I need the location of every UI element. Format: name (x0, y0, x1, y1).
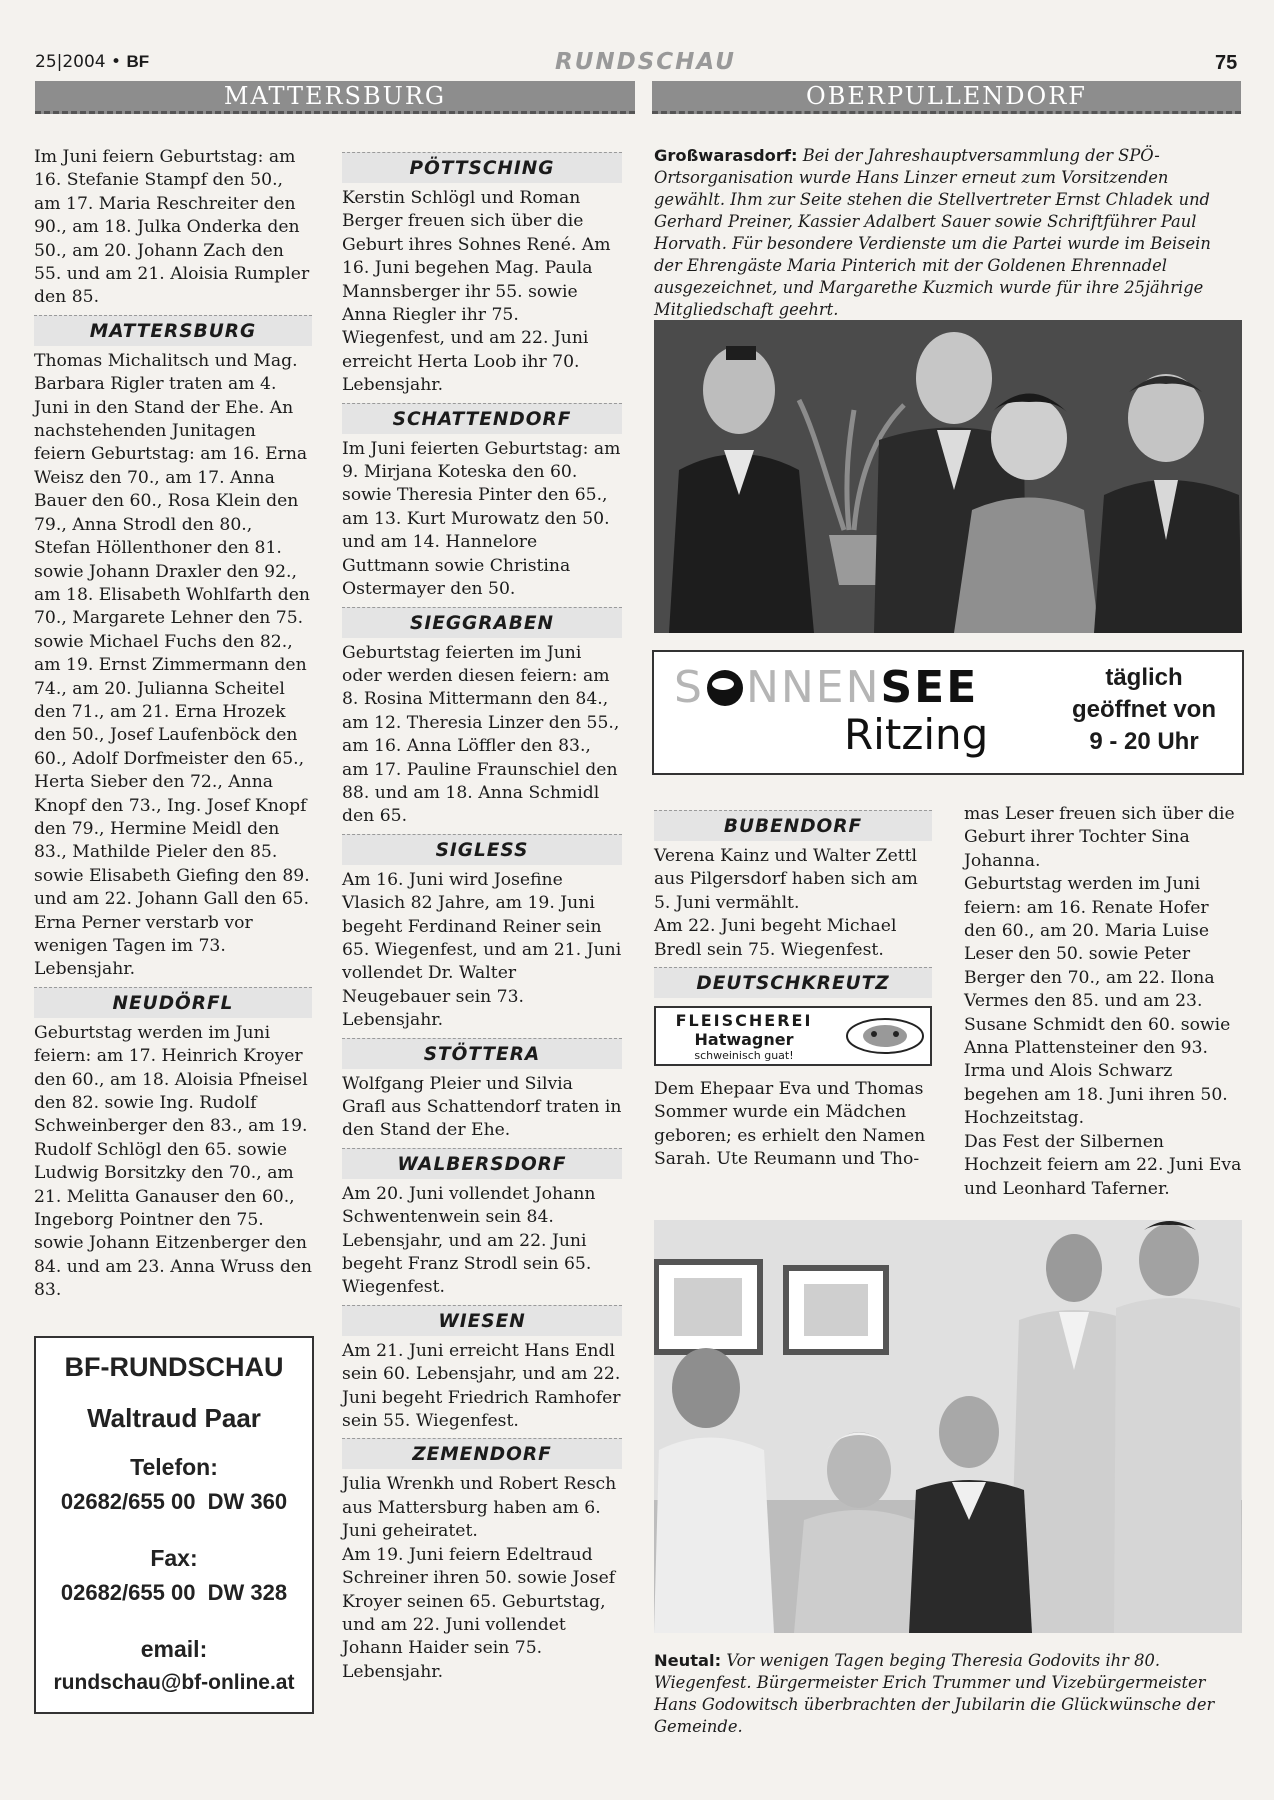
opening-hours: täglich geöffnet von 9 - 20 Uhr (1072, 664, 1216, 755)
issue-label: 25|2004 • BF (35, 52, 150, 72)
phone-number: 02682/655 00 DW 360 (60, 1489, 288, 1514)
article-text: Geburtstag feierten im Juni oder werden diesen feiern: am 8. Rosina Mittermann den 84., am 12. Theresia Linzer den 55., am 16. Anna Löffler den 83., am 17. Pauline Fraunschiel den 88. und am 18. Anna Schmidl den 65. (342, 642, 620, 827)
article-text: Kerstin Schlögl und Roman Berger freuen sich über die Geburt ihres Sohnes René. Am 16. Juni begehen Mag. Paula Mannsberger ihr 55. sowie Anna Riegler ihr 75. Wiegenfest, und am 22. Juni erreicht Herta Loob ihr 70. Lebensjahr. (342, 188, 611, 396)
column-4 (964, 803, 1242, 1201)
article-text: Das Fest der Silbernen Hochzeit feiern am 22. Juni Eva und Leonhard Taferner. (964, 1131, 1242, 1199)
article-text: Verena Kainz und Walter Zettl aus Pilgersdorf haben sich am 5. Juni vermählt. (654, 846, 918, 913)
article-text: Im Juni feiern Geburtstag: am 16. Stefanie Stampf den 50., am 17. Maria Reschreiter den 90., am 18. Julka Onderka den 50., am 20. Johann Zach den 55. und am 21. Aloisia Rumpler den 85. (34, 147, 310, 308)
article-text: Julia Wrenkh und Robert Resch aus Mattersburg haben am 6. Juni geheiratet. (342, 1474, 617, 1542)
location-heading: DEUTSCHKREUTZ (654, 967, 932, 998)
brand-label: BF (126, 52, 150, 71)
top-story-caption (654, 145, 1240, 321)
location-heading: ZEMENDORF (342, 1438, 622, 1469)
column-3 (654, 803, 932, 1172)
article-text: Am 22. Juni begeht Michael Bredl sein 75. Wiegenfest. (654, 916, 897, 960)
location-heading: SIEGGRABEN (342, 607, 622, 638)
location-heading: SCHATTENDORF (342, 403, 622, 434)
bottom-caption (654, 1650, 1240, 1738)
fax-number: 02682/655 00 DW 328 (60, 1580, 288, 1605)
caption-text: Bei der Jahreshauptversammlung der SPÖ-Ortsorganisation wurde Hans Linzer erneut zum Vorsitzenden gewählt. Ihm zur Seite stehen die Stellvertreter Ernst Chladek und Gerhard Preiner, Kassier Adalbert Sauer sowie Schriftführer Paul Horvath. Für besondere Verdienste um die Partei wurde im Beisein der Ehrengäste Maria Pinterich mit der Goldenen Ehrennadel ausgezeichnet, und Margarethe Kuzmich wurde für ihre 25jährige Mitgliedschaft geehrt. (654, 146, 1211, 319)
article-text: Dem Ehepaar Eva und Thomas Sommer wurde ein Mädchen geboren; es erhielt den Namen Sarah. Ute Reumann und Tho- (654, 1079, 926, 1170)
location-heading: BUBENDORF (654, 810, 932, 841)
email-address: rundschau@bf-online.at (53, 1671, 295, 1694)
email-label: email: (140, 1636, 208, 1662)
article-text: Thomas Michalitsch und Mag. Barbara Rigler traten am 4. Juni in den Stand der Ehe. An nachstehenden Junitagen feiern Geburtstag: am 16. Erna Weisz den 70., am 17. Anna Bauer den 60., Rosa Klein den 79., Anna Strodl den 80., Stefan Höllenthoner den 81. sowie Johann Draxler den 92., am 18. Elisabeth Wohlfarth den 70., Margarete Lehner den 75. sowie Michael Fuchs den 82., am 19. Ernst Zimmermann den 74., am 20. Julianna Scheitel den 71., am 21. Erna Hrozek den 50., Josef Laufenböck den 60., Adolf Dorfmeister den 65., Herta Sieber den 72., Anna Knopf den 73., Ing. Josef Knopf den 79., Hermine Meidl den 83., Mathilde Pieler den 85. sowie Elisabeth Giefing den 89. und am 22. Johann Gall den 65. (34, 350, 310, 910)
phone-label: Telefon: (130, 1454, 218, 1480)
group-photo (654, 320, 1242, 633)
sonnensee-ad (652, 650, 1244, 775)
location-heading: WIESEN (342, 1305, 622, 1336)
article-text: Am 21. Juni erreicht Hans Endl sein 60. Lebensjahr, und am 22. Juni begeht Friedrich Ramhofer sein 55. Wiegenfest. (342, 1340, 621, 1432)
sun-icon (707, 670, 743, 706)
caption-text: Vor wenigen Tagen beging Theresia Godovits ihr 80. Wiegenfest. Bürgermeister Erich Trummer und Vizebürgermeister Hans Godowitsch überbrachten der Jubilarin die Glückwünsche der Gemeinde. (654, 1651, 1215, 1736)
article-text: mas Leser freuen sich über die Geburt ihrer Tochter Sina Johanna. (964, 804, 1235, 871)
caption-place: Neutal: (654, 1651, 722, 1670)
fleischerei-name: Hatwagner (694, 1030, 794, 1050)
article-text: Geburtstag werden im Juni feiern: am 17. Heinrich Kroyer den 60., am 18. Aloisia Pfneisel den 82. sowie Ing. Rudolf Schweinberger den 83., am 19. Rudolf Schlögl den 65. sowie Ludwig Borsitzky den 70., am 21. Melitta Ganauser den 60., Ingeborg Pointner den 75. sowie Johann Eitzenberger den 84. und am 23. Anna Wruss den 83. (34, 1022, 312, 1301)
contact-box (34, 1336, 314, 1714)
contact-name: Waltraud Paar (87, 1403, 261, 1433)
caption-place: Großwarasdorf: (654, 146, 798, 165)
location-heading: MATTERSBURG (34, 315, 312, 346)
fleischerei-ad (654, 1006, 932, 1066)
location-heading: WALBERSDORF (342, 1148, 622, 1179)
section-title: RUNDSCHAU (555, 49, 736, 75)
fax-label: Fax: (150, 1545, 198, 1571)
location-heading: STÖTTERA (342, 1038, 622, 1069)
location-heading: SIGLESS (342, 834, 622, 865)
article-text: Am 16. Juni wird Josefine Vlasich 82 Jahre, am 19. Juni begeht Ferdinand Reiner sein 65. Wiegenfest, und am 21. Juni vollendet Dr. Walter Neugebauer sein 73. Lebensjahr. (342, 869, 622, 1031)
column-1 (34, 146, 312, 1303)
article-text: Wolfgang Pleier und Silvia Grafl aus Schattendorf traten in den Stand der Ehe. (342, 1073, 622, 1141)
contact-title: BF-RUNDSCHAU (64, 1352, 284, 1382)
page-number: 75 (1215, 52, 1238, 74)
location-heading: PÖTTSCHING (342, 152, 622, 183)
region-bar-mattersburg: MATTERSBURG (35, 81, 635, 114)
jubilee-photo (654, 1220, 1242, 1633)
column-2 (342, 148, 622, 1684)
photo-illustration (654, 320, 1242, 633)
article-text: Erna Perner verstarb vor wenigen Tagen im 73. Lebensjahr. (34, 912, 253, 980)
sonnensee-town: Ritzing (844, 710, 989, 759)
pig-logo-icon (844, 1014, 926, 1056)
fleischerei-title: FLEISCHEREI (675, 1011, 813, 1031)
article-text: Am 20. Juni vollendet Johann Schwentenwein sein 84. Lebensjahr, und am 22. Juni begeht Franz Strodl sein 65. Wiegenfest. (342, 1183, 596, 1298)
photo-illustration (654, 1220, 1242, 1633)
fleischerei-slogan: schweinisch guat! (694, 1049, 794, 1063)
article-text: Am 19. Juni feiern Edeltraud Schreiner ihren 50. sowie Josef Kroyer seinen 65. Geburtstag, und am 22. Juni vollendet Johann Haider sein 75. Lebensjahr. (342, 1544, 616, 1682)
article-text: Im Juni feierten Geburtstag: am 9. Mirjana Koteska den 60. sowie Theresia Pinter den 65., am 13. Kurt Murowatz den 50. und am 14. Hannelore Guttmann sowie Christina Ostermayer den 50. (342, 438, 621, 600)
location-heading: NEUDÖRFL (34, 987, 312, 1018)
sonnensee-logo: S NNENSEE (674, 662, 979, 713)
region-bar-oberpullendorf: OBERPULLENDORF (652, 81, 1241, 114)
article-text: Geburtstag werden im Juni feiern: am 16. Renate Hofer den 60., am 20. Maria Luise Leser den 50. sowie Peter Berger den 70., am 22. Ilona Vermes den 85. und am 23. Susane Schmidt den 60. sowie Anna Plattensteiner den 93. Irma und Alois Schwarz begehen am 18. Juni ihren 50. Hochzeitstag. (964, 874, 1231, 1129)
